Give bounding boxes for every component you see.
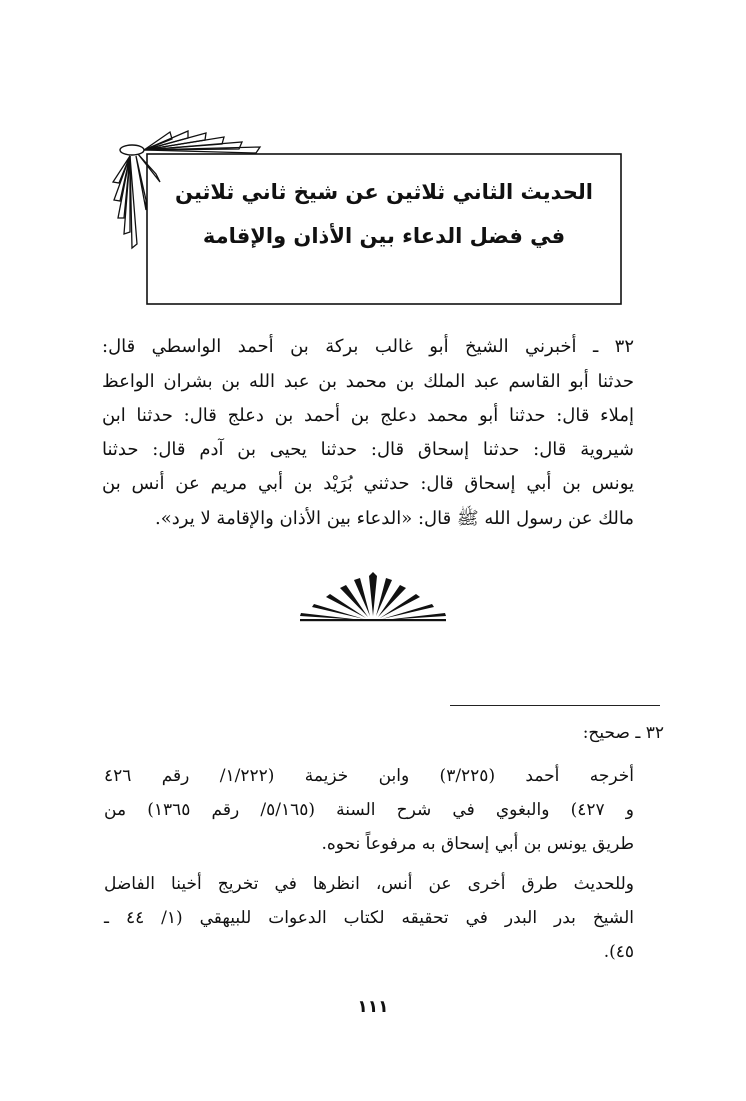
footnote-line-3: طريق يونس بن أبي إسحاق به مرفوعاً نحوه. — [321, 834, 634, 854]
hadith-line-5: يونس بن أبي إسحاق قال: حدثني بُرَيْد بن أبي مريم عن أنس بن — [102, 473, 634, 494]
chapter-title-line-1: الحديث الثاني ثلاثين عن شيخ ثاني ثلاثين — [175, 180, 593, 204]
hadith-line-6: مالك عن رسول الله ﷺ قال: «الدعاء بين الأذان والإقامة لا يرد». — [155, 508, 634, 529]
page-number: ١١١ — [357, 997, 389, 1017]
footnote-line-6: ٤٥). — [603, 942, 634, 962]
hadith-line-2: حدثنا أبو القاسم عبد الملك بن محمد بن عبد الله بن بشران الواعظ — [102, 371, 634, 392]
footnote-heading: ٣٢ ـ صحيح: — [582, 723, 664, 743]
footnote-line-5: الشيخ بدر البدر في تحقيقه لكتاب الدعوات للبيهقي (١/ ٤٤ ـ — [104, 908, 634, 928]
separator-ornament — [298, 570, 448, 622]
chapter-title — [147, 154, 621, 304]
footnote-line-1: أخرجه أحمد (٣/٢٢٥) وابن خزيمة (١/٢٢٢/ رقم ٤٢٦ — [104, 766, 634, 786]
hadith-line-3: إملاء قال: حدثنا أبو محمد دعلج بن أحمد بن دعلج قال: حدثنا ابن — [102, 405, 634, 426]
footnote-line-2: و ٤٢٧) والبغوي في شرح السنة (٥/١٦٥/ رقم ١٣٦٥) من — [104, 800, 635, 820]
hadith-line-4: شيروية قال: حدثنا إسحاق قال: حدثنا يحيى بن آدم قال: حدثنا — [102, 439, 634, 460]
chapter-title-line-2: في فضل الدعاء بين الأذان والإقامة — [202, 224, 566, 248]
footnote-line-4: وللحديث طرق أخرى عن أنس، انظرها في تخريج أخينا الفاضل — [104, 874, 634, 894]
footnote-divider — [450, 705, 660, 706]
hadith-line-1: ٣٢ ـ أخبرني الشيخ أبو غالب بركة بن أحمد الواسطي قال: — [102, 336, 634, 357]
